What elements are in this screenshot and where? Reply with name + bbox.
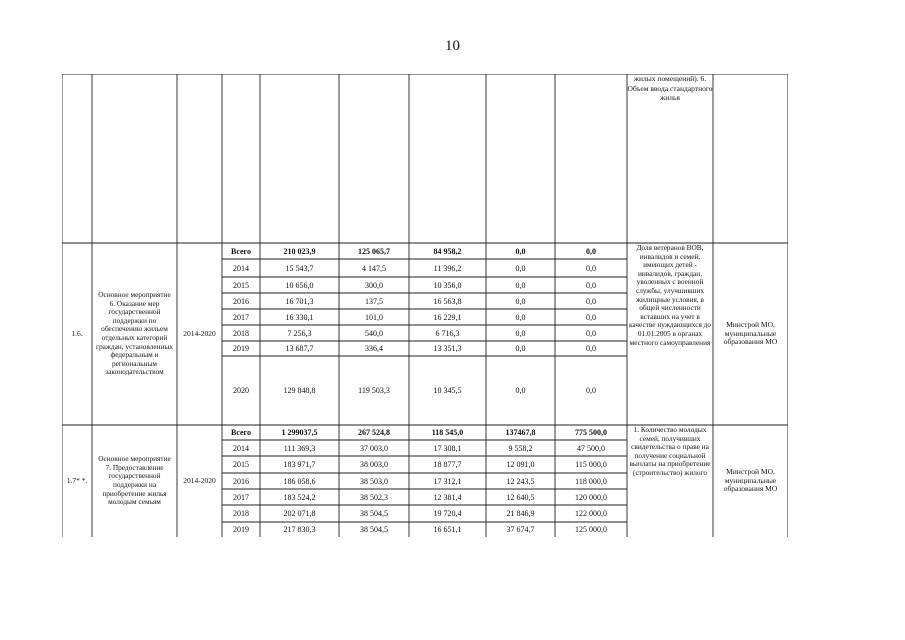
value-cell: 47 500,0 <box>577 443 605 453</box>
section-indicator: Доля ветеранов ВОВ, инвалидов и семей, имеющих детей - инвалидов, граждан, уволенных с военной службы, улучшивших жилищные условия, в общей численности вставших на учет в качестве нуждающихся до 01.01.2005 в органах местного самоуправления <box>629 243 712 347</box>
value-cell: 18 877,7 <box>433 460 462 469</box>
value-cell: 0,0 <box>515 263 526 273</box>
value-cell: 11 396,2 <box>433 263 462 273</box>
value-cell: 540,0 <box>365 328 383 338</box>
value-cell: 0,0 <box>515 386 526 395</box>
row-year: 2017 <box>233 492 249 502</box>
section-number: 1.7* *. <box>66 475 88 485</box>
section-indicator: 1. Количество молодых семей, получивших свидетельства о праве на получение социальной выплаты на приобретение (строительство) жилого <box>629 425 711 477</box>
value-cell: 21 846,9 <box>506 509 535 518</box>
section-executor: Минстрой МО, муниципальные образования МО <box>723 319 778 347</box>
value-cell: 111 369,3 <box>283 443 316 453</box>
value-cell: 137,5 <box>365 296 383 306</box>
section-name: Основное мероприятие 6. Оказание мер государственной поддержки по обеспечению жильем отдельных категорий граждан, установленных федеральным и региональным законодательством <box>96 290 173 377</box>
value-cell: 202 071,8 <box>283 509 316 518</box>
value-cell: 38 504,5 <box>360 525 388 534</box>
row-year: 2016 <box>233 296 249 306</box>
value-cell: 4 147,5 <box>362 263 386 273</box>
value-cell: 217 830,3 <box>283 525 316 534</box>
value-cell: 0,0 <box>586 280 596 290</box>
value-cell: 0,0 <box>586 296 596 306</box>
value-cell: 0,0 <box>515 328 526 338</box>
value-cell: 125 065,7 <box>358 246 390 256</box>
value-cell: 12 243,5 <box>506 476 535 486</box>
value-cell: 6 716,3 <box>435 328 460 338</box>
value-cell: 38 503,0 <box>360 476 388 486</box>
section-number: 1.6. <box>71 328 83 338</box>
value-cell: 0,0 <box>586 246 596 256</box>
value-cell: 137467,8 <box>505 428 536 437</box>
row-year: 2019 <box>233 525 249 534</box>
row-year: Всего <box>231 246 251 256</box>
value-cell: 17 308,1 <box>433 443 462 453</box>
value-cell: 125 000,0 <box>575 525 607 534</box>
value-cell: 12 381,4 <box>433 492 462 502</box>
value-cell: 13 351,3 <box>433 344 462 353</box>
value-cell: 118 545,0 <box>431 428 464 437</box>
value-cell: 0,0 <box>515 344 526 353</box>
value-cell: 129 848,8 <box>283 386 316 395</box>
budget-table <box>62 74 788 537</box>
value-cell: 336,4 <box>365 344 383 353</box>
value-cell: 17 312,1 <box>433 476 462 486</box>
value-cell: 16 563,8 <box>433 296 462 306</box>
row-year: 2014 <box>233 443 249 453</box>
row-year: 2020 <box>233 386 249 395</box>
value-cell: 1 299037,5 <box>281 428 318 437</box>
row-year: 2015 <box>233 460 249 469</box>
section-period: 2014-2020 <box>183 328 216 338</box>
value-cell: 183 524,2 <box>283 492 316 502</box>
value-cell: 267 524,8 <box>358 428 390 437</box>
row-year: 2015 <box>233 280 249 290</box>
row-year: Всего <box>231 428 251 437</box>
value-cell: 122 000,0 <box>575 509 607 518</box>
value-cell: 16 651,1 <box>433 525 462 534</box>
value-cell: 775 500,0 <box>575 428 607 437</box>
row-year: 2016 <box>233 476 249 486</box>
value-cell: 0,0 <box>515 296 526 306</box>
value-cell: 186 058,6 <box>283 476 316 486</box>
value-cell: 300,0 <box>365 280 383 290</box>
value-cell: 0,0 <box>515 312 526 322</box>
value-cell: 210 023,9 <box>283 246 316 256</box>
value-cell: 10 656,0 <box>285 280 314 290</box>
value-cell: 120 000,0 <box>575 492 607 502</box>
value-cell: 0,0 <box>515 280 526 290</box>
row-year: 2014 <box>233 263 249 273</box>
value-cell: 7 256,3 <box>287 328 312 338</box>
value-cell: 10 345,5 <box>433 386 462 395</box>
row-year: 2017 <box>233 312 249 322</box>
value-cell: 119 503,3 <box>358 386 390 395</box>
row-year: 2018 <box>233 509 249 518</box>
value-cell: 38 502,3 <box>360 492 388 502</box>
value-cell: 16 330,1 <box>285 312 314 322</box>
value-cell: 183 971,7 <box>283 460 316 469</box>
value-cell: 0,0 <box>586 312 596 322</box>
value-cell: 115 000,0 <box>575 460 607 469</box>
value-cell: 0,0 <box>586 263 596 273</box>
value-cell: 0,0 <box>586 386 596 395</box>
value-cell: 101,0 <box>365 312 383 322</box>
value-cell: 84 958,2 <box>433 246 462 256</box>
value-cell: 38 003,0 <box>360 460 388 469</box>
value-cell: 38 504,5 <box>360 509 388 518</box>
section-executor: Минстрой МО, муниципальные образования МО <box>723 466 778 494</box>
value-cell: 37 003,0 <box>360 443 388 453</box>
value-cell: 16 229,1 <box>433 312 462 322</box>
value-cell: 0,0 <box>515 246 526 256</box>
value-cell: 0,0 <box>586 344 596 353</box>
row-year: 2018 <box>233 328 249 338</box>
value-cell: 13 687,7 <box>285 344 314 353</box>
value-cell: 16 701,3 <box>285 296 314 306</box>
header-note: жилых помещений). 6. Объем ввода стандартного жилья <box>627 74 713 102</box>
section-period: 2014-2020 <box>183 475 216 485</box>
value-cell: 12 091,0 <box>506 460 535 469</box>
value-cell: 37 674,7 <box>506 525 535 534</box>
value-cell: 118 000,0 <box>575 476 607 486</box>
value-cell: 19 720,4 <box>433 509 462 518</box>
value-cell: 10 356,0 <box>433 280 462 290</box>
page-number: 10 <box>445 38 460 54</box>
value-cell: 0,0 <box>586 328 596 338</box>
section-name: Основное мероприятие 7. Предоставление государственной поддержки на приобретение жилья молодым семьям <box>98 454 171 507</box>
row-year: 2019 <box>233 344 249 353</box>
value-cell: 15 543,7 <box>285 263 314 273</box>
value-cell: 12 640,5 <box>506 492 535 502</box>
value-cell: 9 558,2 <box>508 443 533 453</box>
